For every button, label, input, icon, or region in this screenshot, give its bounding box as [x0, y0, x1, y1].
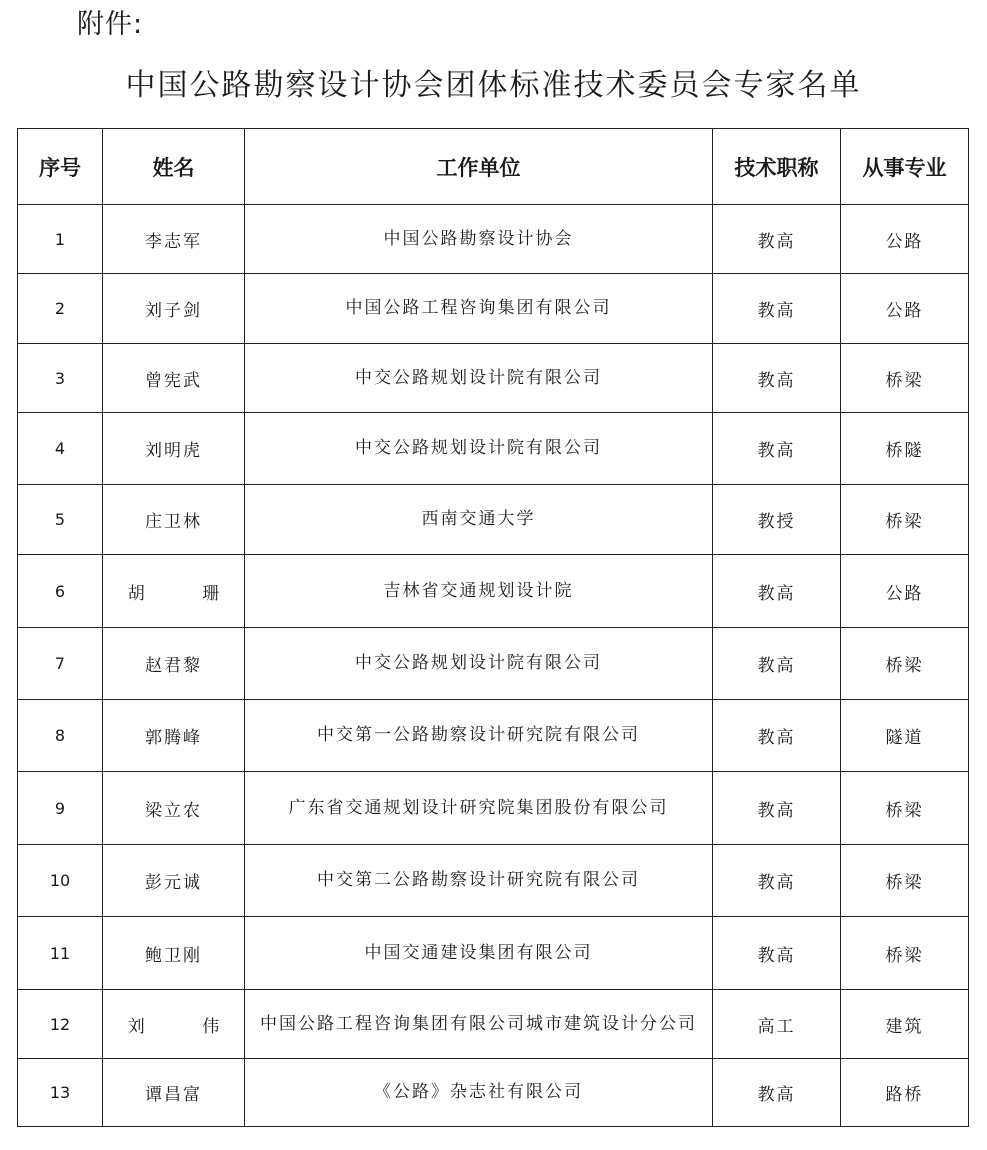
specialty: 桥梁: [841, 485, 969, 555]
technical-title: 教高: [713, 205, 841, 274]
row-number: 3: [18, 344, 103, 413]
expert-name-text: 刘 伟: [127, 1016, 246, 1037]
technical-title: 教高: [713, 772, 841, 845]
column-header-field: 从事专业: [841, 129, 969, 205]
specialty: 公路: [841, 555, 969, 628]
expert-name: 彭元诚: [103, 845, 245, 917]
technical-title: 教高: [713, 274, 841, 344]
work-unit: 西南交通大学: [245, 485, 713, 555]
expert-name: 鲍卫刚: [103, 917, 245, 990]
row-number: 9: [18, 772, 103, 845]
row-number: 1: [18, 205, 103, 274]
technical-title: 教高: [713, 917, 841, 990]
row-number: 10: [18, 845, 103, 917]
technical-title: 教高: [713, 845, 841, 917]
technical-title: 教高: [713, 628, 841, 700]
expert-name: 梁立农: [103, 772, 245, 845]
table-row: [18, 413, 969, 485]
technical-title: 教高: [713, 700, 841, 772]
column-header-title: 技术职称: [713, 129, 841, 205]
table-row: [18, 1059, 969, 1127]
table-row: [18, 274, 969, 344]
row-number: 7: [18, 628, 103, 700]
work-unit: 广东省交通规划设计研究院集团股份有限公司: [245, 772, 713, 845]
work-unit: 中国交通建设集团有限公司: [245, 917, 713, 990]
specialty: 桥梁: [841, 772, 969, 845]
work-unit: 中交第二公路勘察设计研究院有限公司: [245, 845, 713, 917]
work-unit: 中交公路规划设计院有限公司: [245, 413, 713, 485]
column-header-name: 姓名: [103, 129, 245, 205]
table-header-row: [18, 129, 969, 205]
work-unit: 《公路》杂志社有限公司: [245, 1059, 713, 1127]
technical-title: 教授: [713, 485, 841, 555]
table-row: [18, 628, 969, 700]
expert-name: 曾宪武: [103, 344, 245, 413]
expert-name: 庄卫林: [103, 485, 245, 555]
specialty: 桥梁: [841, 845, 969, 917]
table-row: [18, 205, 969, 274]
expert-name: [103, 555, 245, 628]
expert-name: 李志军: [103, 205, 245, 274]
technical-title: 教高: [713, 344, 841, 413]
document-title: 中国公路勘察设计协会团体标准技术委员会专家名单: [125, 68, 862, 103]
work-unit: 中国公路工程咨询集团有限公司城市建筑设计分公司: [245, 990, 713, 1059]
row-number: 2: [18, 274, 103, 344]
column-header-number: 序号: [18, 129, 103, 205]
specialty: 路桥: [841, 1059, 969, 1127]
row-number: 6: [18, 555, 103, 628]
technical-title: 教高: [713, 413, 841, 485]
expert-name: 刘明虎: [103, 413, 245, 485]
specialty: 桥梁: [841, 628, 969, 700]
expert-list-table: [17, 128, 969, 1127]
work-unit: 中国公路工程咨询集团有限公司: [245, 274, 713, 344]
column-header-unit: 工作单位: [245, 129, 713, 205]
work-unit: 中交公路规划设计院有限公司: [245, 628, 713, 700]
technical-title: 高工: [713, 990, 841, 1059]
specialty: 建筑: [841, 990, 969, 1059]
table-row: [18, 990, 969, 1059]
technical-title: 教高: [713, 1059, 841, 1127]
specialty: 桥隧: [841, 413, 969, 485]
row-number: 4: [18, 413, 103, 485]
specialty: 桥梁: [841, 917, 969, 990]
specialty: 公路: [841, 274, 969, 344]
specialty: 公路: [841, 205, 969, 274]
table-row: [18, 845, 969, 917]
row-number: 13: [18, 1059, 103, 1127]
row-number: 11: [18, 917, 103, 990]
table-row: [18, 555, 969, 628]
table-row: [18, 772, 969, 845]
table-row: [18, 485, 969, 555]
table-row: [18, 344, 969, 413]
work-unit: 中国公路勘察设计协会: [245, 205, 713, 274]
expert-name: 郭腾峰: [103, 700, 245, 772]
technical-title: 教高: [713, 555, 841, 628]
row-number: 12: [18, 990, 103, 1059]
expert-name: [103, 990, 245, 1059]
row-number: 5: [18, 485, 103, 555]
table-row: [18, 700, 969, 772]
expert-name: 刘子剑: [103, 274, 245, 344]
specialty: 桥梁: [841, 344, 969, 413]
expert-name: 赵君黎: [103, 628, 245, 700]
work-unit: 吉林省交通规划设计院: [245, 555, 713, 628]
table-row: [18, 917, 969, 990]
row-number: 8: [18, 700, 103, 772]
specialty: 隧道: [841, 700, 969, 772]
work-unit: 中交第一公路勘察设计研究院有限公司: [245, 700, 713, 772]
attachment-label: 附件:: [77, 9, 144, 40]
expert-name: 谭昌富: [103, 1059, 245, 1127]
expert-name-text: 胡 珊: [127, 583, 246, 604]
work-unit: 中交公路规划设计院有限公司: [245, 344, 713, 413]
